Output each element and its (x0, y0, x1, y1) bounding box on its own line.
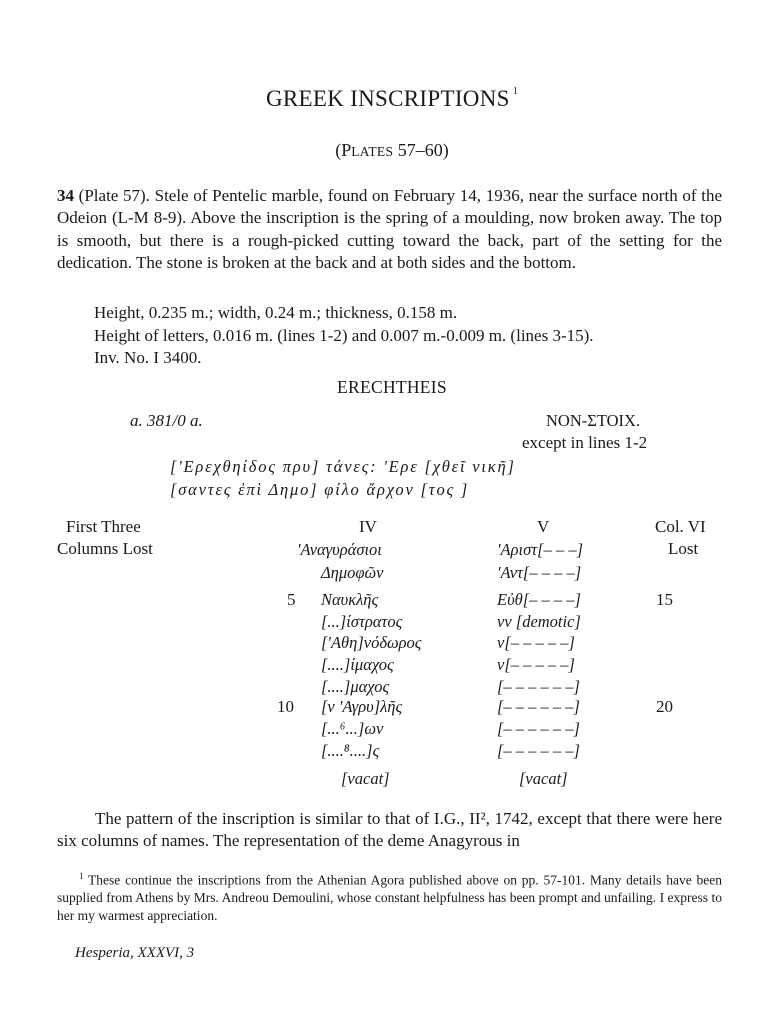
except-note: except in lines 1-2 (522, 433, 648, 452)
journal-citation: Hesperia, XXXVI, 3 (75, 945, 195, 961)
col-iv-name: ['Αθη]νόδωρος (321, 633, 422, 652)
dimensions-block (94, 302, 734, 370)
column-iv-heading: IV (359, 517, 377, 536)
col-iv-vacat: [vacat] (341, 769, 390, 788)
dimensions-line: Height, 0.235 m.; width, 0.24 m.; thickness, 0.158 m. (94, 303, 458, 322)
letter-height-line: Height of letters, 0.016 m. (lines 1-2) and 0.007 m.-0.009 m. (lines 3-15). (94, 325, 594, 345)
column-vi-heading: Col. VI (655, 517, 706, 536)
line-number-10: 10 (277, 697, 294, 716)
entry-description (57, 185, 722, 275)
col-v-name: [– – – – – –] (497, 677, 580, 696)
col-iv-name: 'Αναγυράσιοι (297, 540, 382, 559)
col-v-name: vv [demotic] (497, 612, 581, 631)
col-v-name: [– – – – – –] (497, 719, 580, 738)
footnote (57, 868, 722, 924)
section-heading: ERECHTHEIS (337, 377, 447, 397)
plates-reference: (PLATES 57–60) (335, 140, 449, 160)
col-iv-name: [...]ίστρατος (321, 612, 403, 631)
col-iv-name: [....⁸....]ς (321, 741, 380, 760)
line-number-15: 15 (656, 590, 673, 609)
col-v-name: Εὐθ[– – – –] (497, 590, 581, 609)
inventory-line: Inv. No. I 3400. (94, 348, 202, 367)
col-v-name: 'Αντ[– – – –] (497, 563, 582, 582)
first-columns-label-2: Columns Lost (57, 539, 153, 558)
body-paragraph: The pattern of the inscription is similar to that of I.G., II², 1742, except that there were here six columns of names. The representation of the deme Anagyrous in (57, 809, 722, 851)
col-iv-name: Δημοφῶν (321, 563, 384, 582)
col-v-vacat: [vacat] (519, 769, 568, 788)
greek-line-2: [σαντες ἐπὶ Δημο] φίλο ἄρχον [τος ] (170, 480, 470, 499)
col-iv-name: [...⁶...]ων (321, 719, 384, 738)
footnote-mark: 1 (79, 871, 84, 881)
line-number-5: 5 (287, 590, 296, 609)
entry-text: (Plate 57). Stele of Pentelic marble, found on February 14, 1936, near the surface north of the Odeion (L-M 8-9). Above the inscription is the spring of a moulding, now broken away. The top is smooth, but there is a rough-picked cutting toward the back, part of the setting for the dedication. The stone is broken at the back and at both sides and the bottom. (57, 186, 722, 273)
greek-line-1: ['Ερεχθηίδος πρυ] τάνες: 'Ερε [χθεῖ νικῆ] (170, 457, 516, 476)
col-iv-name: Ναυκλῆς (321, 590, 379, 609)
col-iv-name: [....]μαχος (321, 677, 390, 696)
col-v-name: [– – – – – –] (497, 741, 580, 760)
column-vi-lost: Lost (668, 539, 699, 558)
entry-number: 34 (57, 186, 74, 205)
inscription-date: a. 381/0 a. (130, 411, 203, 430)
title-text: GREEK INSCRIPTIONS (265, 86, 510, 111)
title-footnote-mark: 1 (512, 86, 519, 97)
col-v-name: v[– – – – –] (497, 655, 575, 674)
col-v-name: [– – – – – –] (497, 697, 580, 716)
col-iv-name: [....]ίμαχος (321, 655, 394, 674)
col-v-name: 'Αριστ[– – –] (497, 540, 583, 559)
line-number-20: 20 (656, 697, 673, 716)
nonstoix-label: NON-ΣTOIX. (546, 411, 641, 430)
first-columns-label-1: First Three (66, 517, 141, 536)
col-iv-name: [ν 'Αγρυ]λῆς (321, 697, 403, 716)
col-v-name: v[– – – – –] (497, 633, 575, 652)
column-v-heading: V (537, 517, 550, 536)
page-title (0, 86, 784, 112)
footnote-text: These continue the inscriptions from the Athenian Agora published above on pp. 57-101. Many details have been supplied from Athens by Mrs. Andreou Demoulini, whose constant helpfulness has been prompt and unfailing. I express to her my warmest appreciation. (57, 872, 722, 923)
